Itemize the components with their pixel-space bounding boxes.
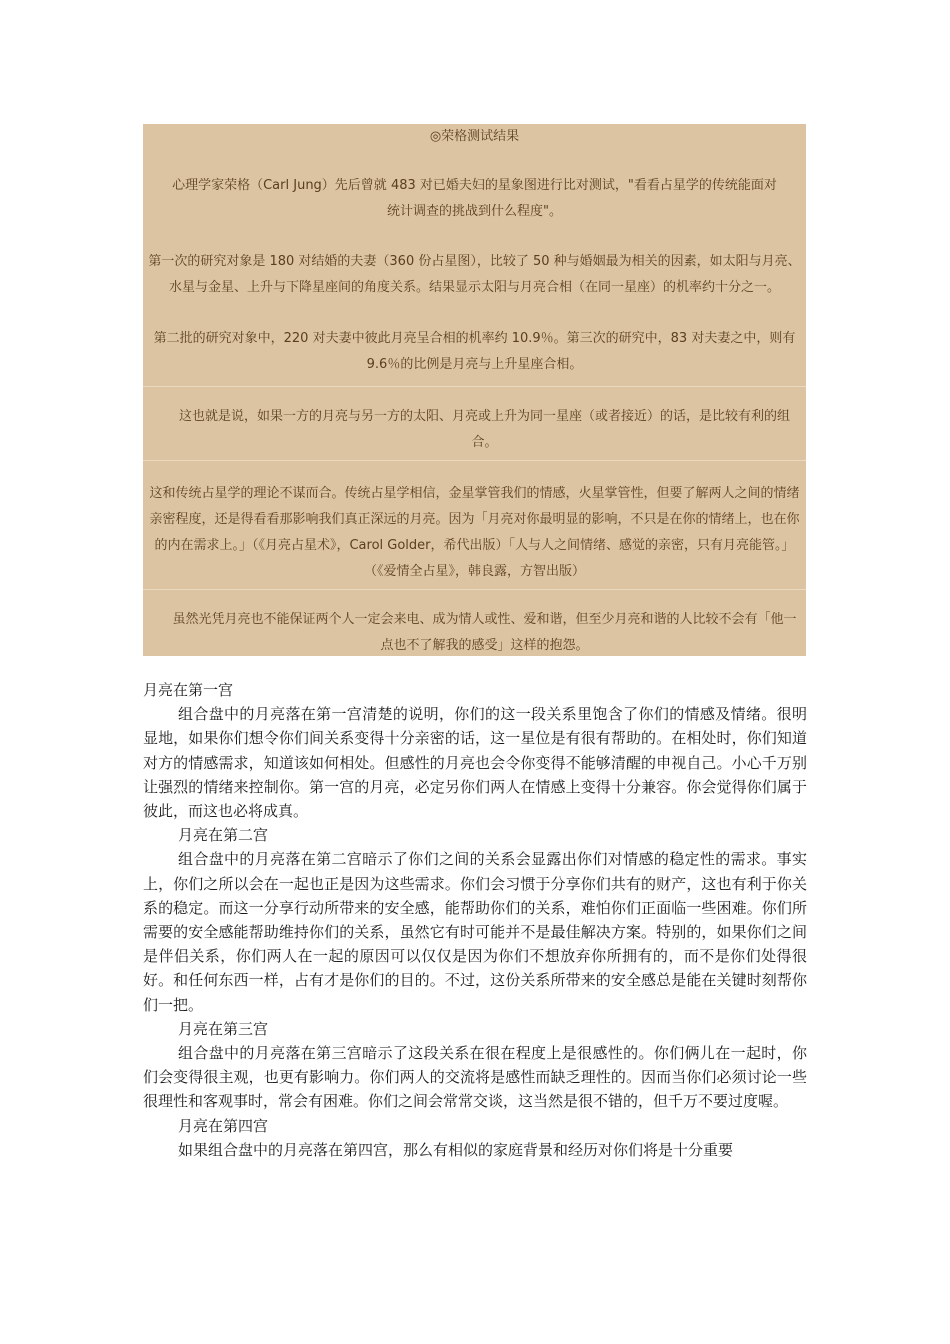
box-divider: [143, 460, 806, 585]
heading-house-2: 月亮在第二宫: [178, 826, 269, 845]
text-house-1: 组合盘中的月亮落在第一宫清楚的说明，你们的这一段关系里饱含了你们的情感及情绪。很明显地，如果你们想令你们间关系变得十分亲密的话，这一星位是有很有帮助的。在相处时，你们知道对方的情感需求，知道该如何相处。但感性的月亮也会令你变得不能够清醒的申视自己。小心千万别让强烈的情绪来控制你。第一宫的月亮，必定另你们两人在情感上变得十分兼容。你会觉得你们属于彼此，而这也必将成真。: [143, 705, 807, 821]
jung-test-box: [143, 124, 806, 656]
box-paragraph-2: 第一次的研究对象是 180 对结婚的夫妻（360 份占星图），比较了 50 种与婚姻最为相关的因素，如太阳与月亮、水星与金星、上升与下降星座间的角度关系。结果显示太阳与月亮合相（在同一星座）的机率约十分之一。: [148, 254, 801, 295]
text-house-4: 如果组合盘中的月亮落在第四宫，那么有相似的家庭背景和经历对你们将是十分重要: [178, 1140, 734, 1159]
box-paragraph-3: 第二批的研究对象中，220 对夫妻中彼此月亮呈合相的机率约 10.9％。第三次的研究中，83 对夫妻之中，则有 9.6％的比例是月亮与上升星座合相。: [153, 331, 796, 372]
box-paragraph-1: 心理学家荣格（Carl Jung）先后曾就 483 对已婚夫妇的星象图进行比对测试，"看看占星学的传统能面对统计调查的挑战到什么程度"。: [172, 178, 777, 219]
text-house-2: 组合盘中的月亮落在第二宫暗示了你们之间的关系会显露出你们对情感的稳定性的需求。事实上，你们之所以会在一起也正是因为这些需求。你们会习惯于分享你们共有的财产，这也有利于你关系的稳定。而这一分享行动所带来的安全感，能帮助你们的关系，难怕你们正面临一些困难。你们所需要的安全感能帮助维持你们的关系，虽然它有时可能并不是最佳解决方案。特别的，如果你们之间是伴侣关系，你们两人在一起的原因可以仅仅是因为你们不想放弃你所拥有的，而不是你们处得很好。和任何东西一样，占有才是你们的目的。不过，这份关系所带来的安全感总是能在关键时刻帮你们一把。: [143, 850, 807, 1014]
heading-house-3: 月亮在第三宫: [178, 1019, 269, 1038]
text-house-3: 组合盘中的月亮落在第三宫暗示了这段关系在很在程度上是很感性的。你们俩儿在一起时，你们会变得很主观，也更有影响力。你们两人的交流将是感性而缺乏理性的。因而当你们必须讨论一些很理性和客观事时，常会有困难。你们之间会常常交谈，这当然是很不错的，但千万不要过度喔。: [143, 1044, 807, 1111]
box-paragraph-6: 虽然光凭月亮也不能保证两个人一定会来电、成为情人或性、爱和谐，但至少月亮和谐的人比较不会有「他一点也不了解我的感受」这样的抱怨。: [172, 612, 797, 653]
box-title: ◎荣格测试结果: [429, 129, 520, 144]
box-paragraph-4: 这也就是说，如果一方的月亮与另一方的太阳、月亮或上升为同一星座（或者接近）的话，是比较有利的组合。: [178, 409, 790, 450]
box-divider: [143, 589, 806, 659]
heading-house-4: 月亮在第四宫: [178, 1116, 269, 1135]
house-sections: [143, 678, 807, 1162]
box-paragraph-5: 这和传统占星学的理论不谋而合。传统占星学相信，金星掌管我们的情感，火星掌管性，但要了解两人之间的情绪亲密程度，还是得看看那影响我们真正深远的月亮。因为「月亮对你最明显的影响，不只是在你的情绪上，也在你的内在需求上。」（《月亮占星术》，Carol Golder，希代出版）「人与人之间情绪、感觉的亲密，只有月亮能管。」（《爱情全占星》，韩良露，方智出版）: [149, 486, 800, 579]
box-divider: [143, 386, 806, 456]
heading-house-1: 月亮在第一宫: [143, 681, 234, 699]
